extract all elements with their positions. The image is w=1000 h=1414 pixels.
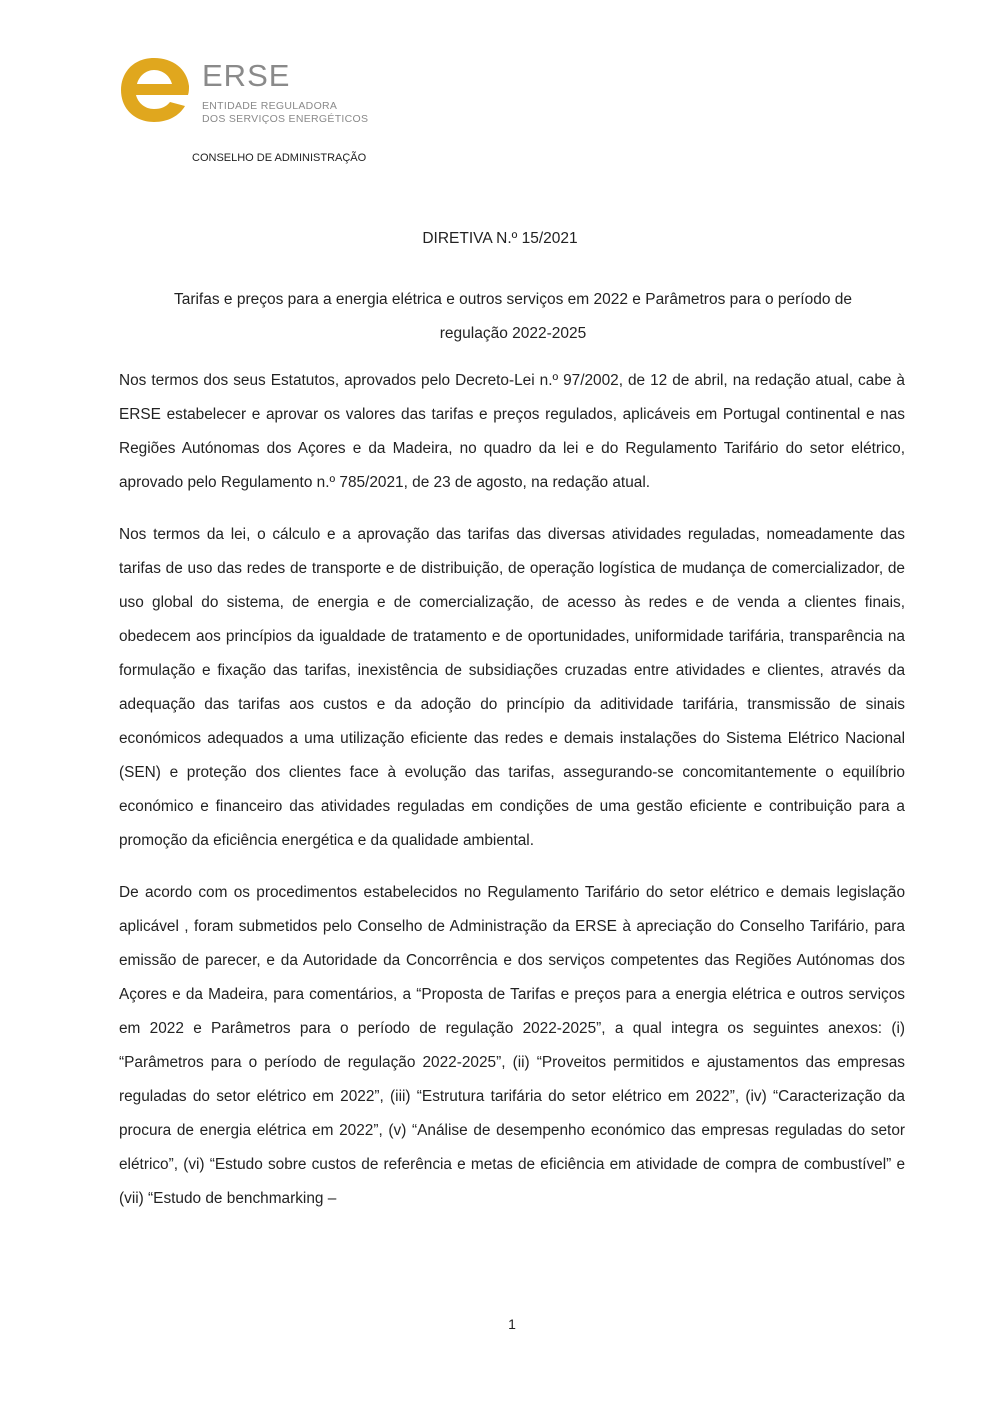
paragraph-2: Nos termos da lei, o cálculo e a aprovação das tarifas das diversas atividades reguladas, nomeadamente das tarifas de uso das redes de transporte e de distribuição, de operação logística de mudança de comercializador, de uso global do sistema, de energia e de comercialização, de acesso às redes e de venda a clientes finais, obedecem aos princípios da igualdade de tratamento e de oportunidades, uniformidade tarifária, transparência na formulação e fixação das tarifas, inexistência de subsidiações cruzadas entre atividades e clientes, através da adequação das tarifas aos custos e da adoção do princípio da aditividade tarifária, transmissão de sinais económicos adequados a uma utilização eficiente das redes e demais instalações do Sistema Elétrico Nacional (SEN) e proteção dos clientes face à evolução das tarifas, assegurando-se concomitantemente o equilíbrio económico e financeiro das atividades reguladas em condições de uma gestão eficiente e contribuição para a promoção da eficiência energética e da qualidade ambiental.	[119, 526, 905, 849]
erse-logo	[118, 56, 378, 126]
document-subtitle: Tarifas e preços para a energia elétrica e outros serviços em 2022 e Parâmetros para o período de regulação 2022-2025	[173, 291, 853, 342]
paragraph-1: Nos termos dos seus Estatutos, aprovados pelo Decreto-Lei n.º 97/2002, de 12 de abril, na redação atual, cabe à ERSE estabelecer e aprovar os valores das tarifas e preços regulados, aplicáveis em Portugal continental e nas Regiões Autónomas dos Açores e da Madeira, no quadro da lei e do Regulamento Tarifário do setor elétrico, aprovado pelo Regulamento n.º 785/2021, de 23 de agosto, na redação atual.	[119, 372, 905, 491]
page-number: 1	[508, 1316, 516, 1332]
document-title: DIRETIVA N.º 15/2021	[422, 230, 578, 247]
logo-name: ERSE	[202, 58, 291, 93]
paragraph-3: De acordo com os procedimentos estabelecidos no Regulamento Tarifário do setor elétrico e demais legislação aplicável , foram submetidos pelo Conselho de Administração da ERSE à apreciação do Conselho Tarifário, para emissão de parecer, e da Autoridade da Concorrência e dos serviços competentes das Regiões Autónomas dos Açores e da Madeira, para comentários, a “Proposta de Tarifas e preços para a energia elétrica e outros serviços em 2022 e Parâmetros para o período de regulação 2022-2025”, a qual integra os seguintes anexos: (i) “Parâmetros para o período de regulação 2022-2025”, (ii) “Proveitos permitidos e ajustamentos das empresas reguladas do setor elétrico em 2022”, (iii) “Estrutura tarifária do setor elétrico em 2022”, (iv) “Caracterização da procura de energia elétrica em 2022”, (v) “Análise de desempenho económico das empresas reguladas do setor elétrico”, (vi) “Estudo sobre custos de referência e metas de eficiência em atividade de compra de combustível” e (vii) “Estudo de benchmarking –	[119, 884, 905, 1207]
document-body	[119, 364, 905, 1234]
logo-subtitle-line-1: ENTIDADE REGULADORA	[202, 100, 338, 112]
erse-e-logo-icon	[118, 56, 190, 124]
logo-subtitle-line-2: DOS SERVIÇOS ENERGÉTICOS	[202, 113, 369, 125]
board-label: CONSELHO DE ADMINISTRAÇÃO	[192, 152, 367, 164]
